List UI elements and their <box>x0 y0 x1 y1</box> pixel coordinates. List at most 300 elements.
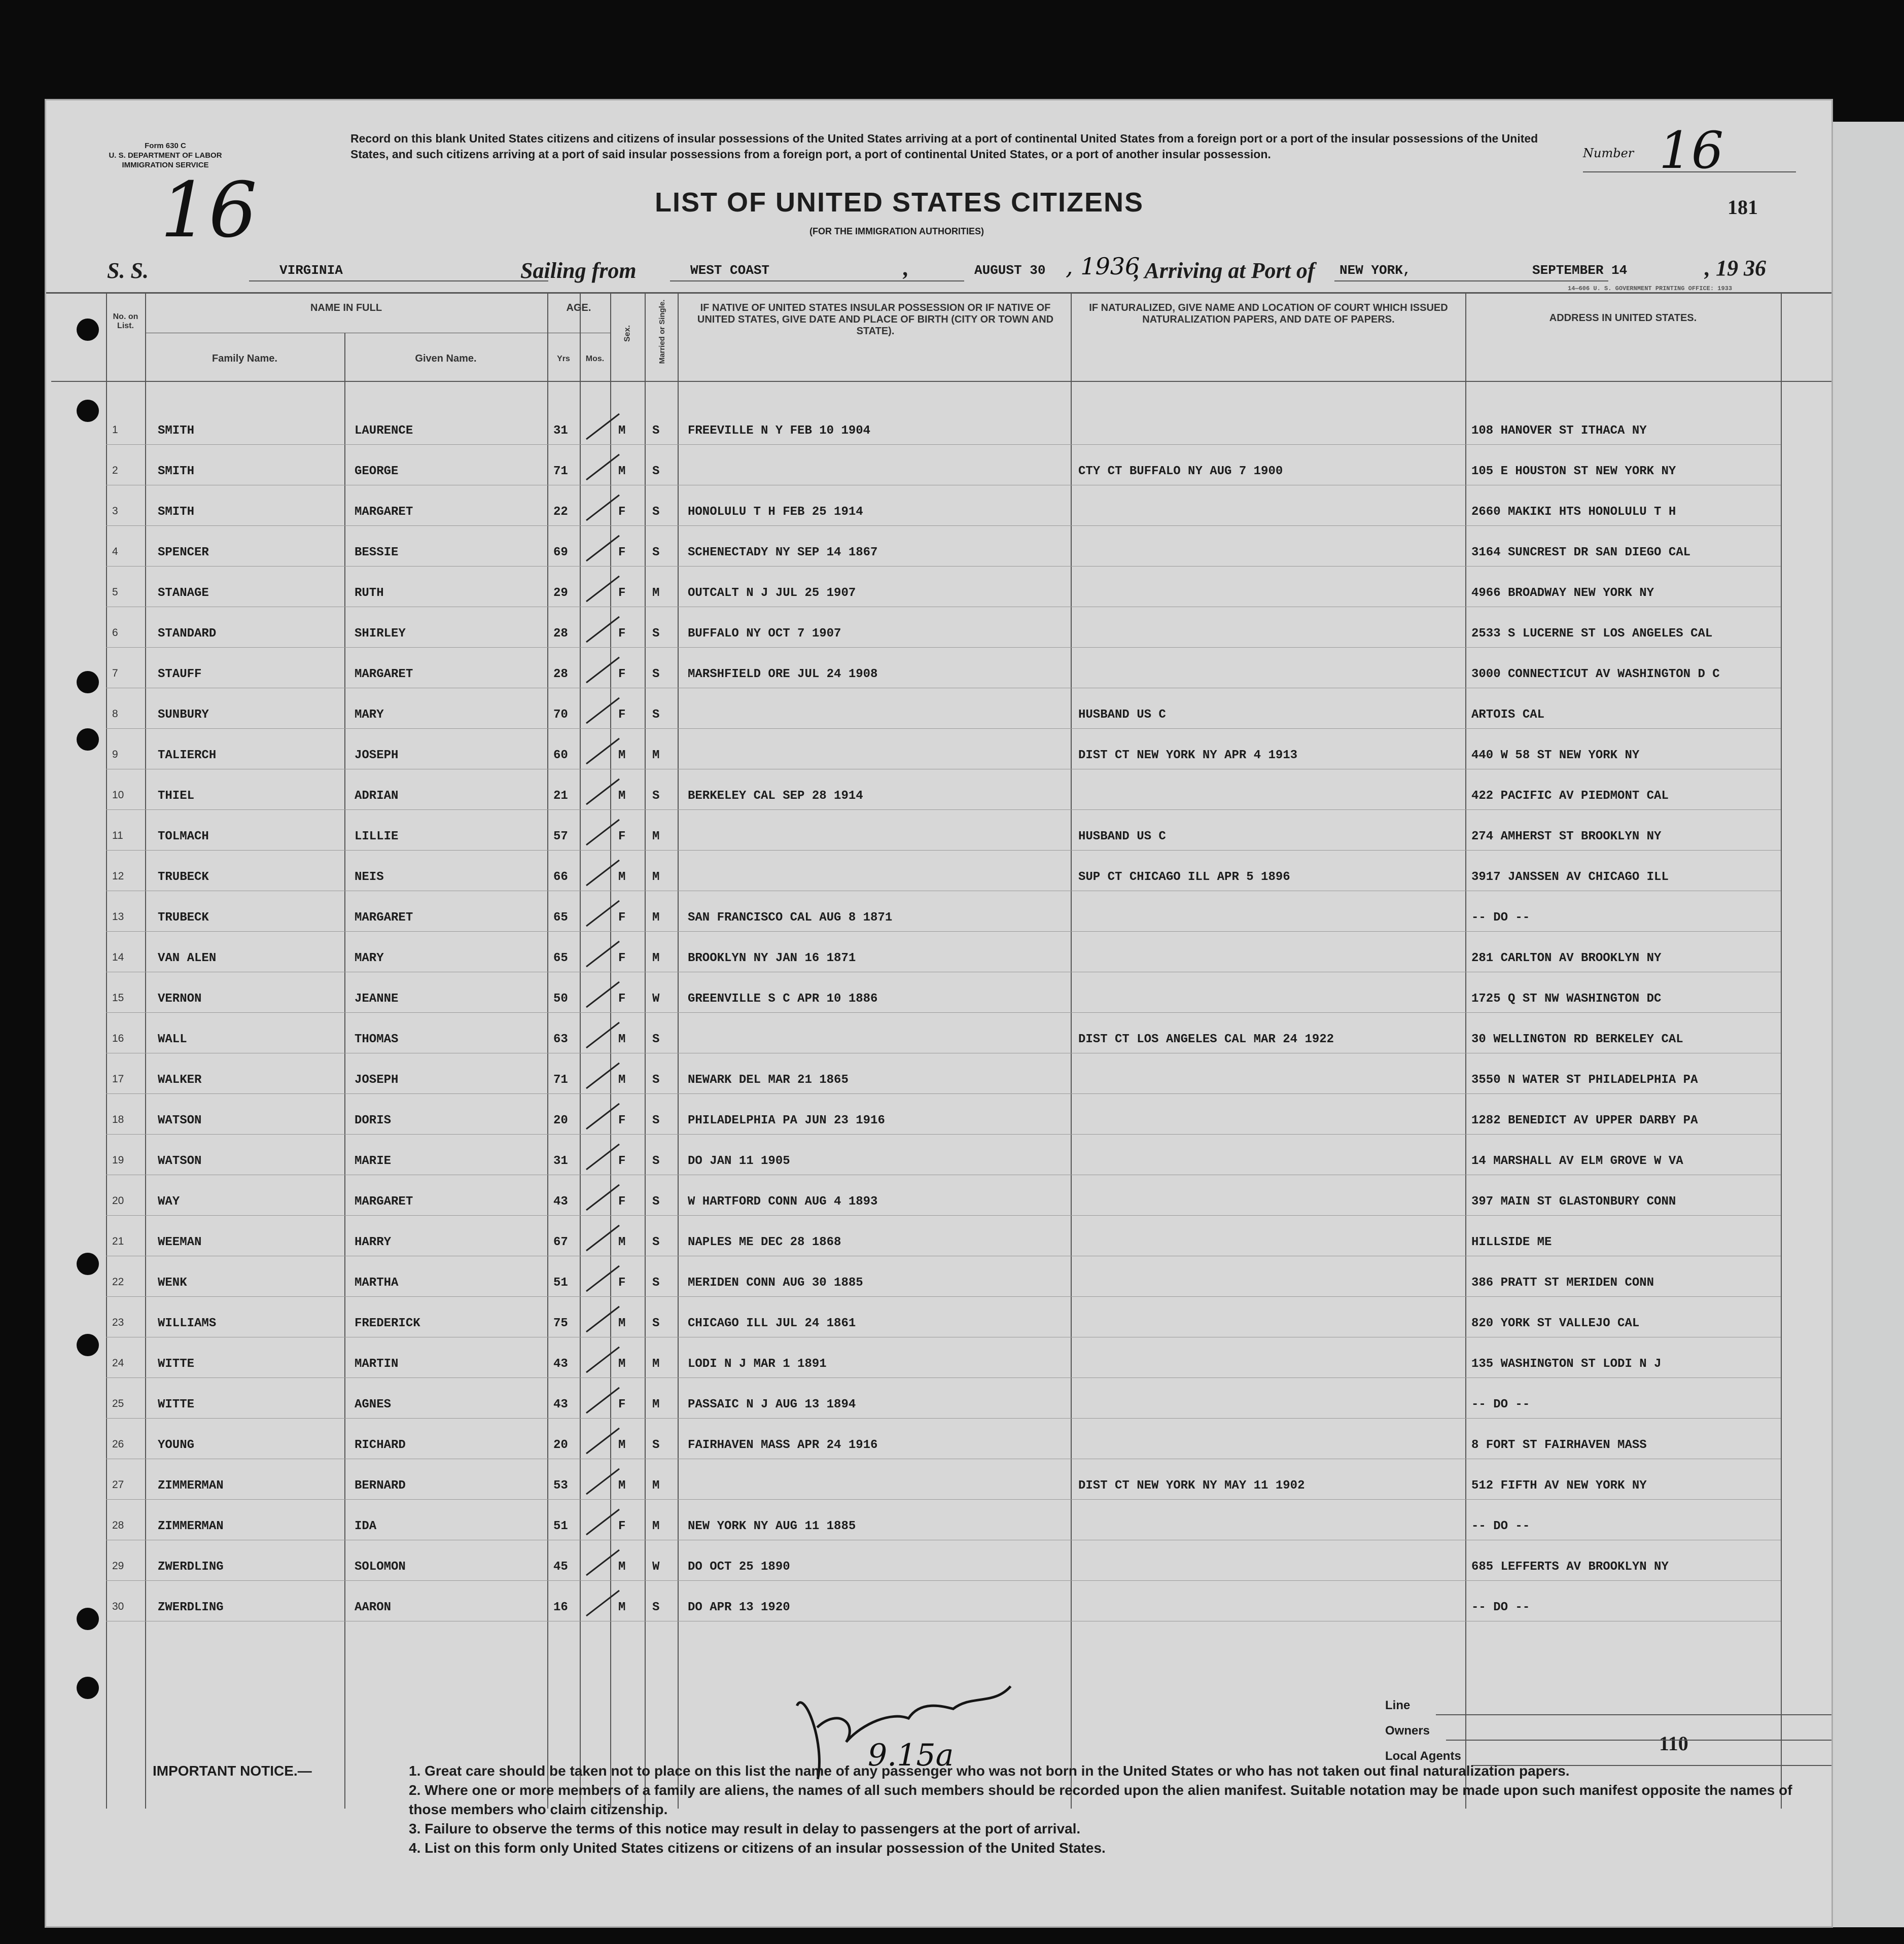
sex-cell: M <box>618 1357 626 1371</box>
birth-cell: MARSHFIELD ORE JUL 24 1908 <box>688 667 878 681</box>
arriving-label: , Arriving at Port of <box>1134 258 1315 283</box>
address-cell: 3917 JANSSEN AV CHICAGO ILL <box>1471 870 1669 884</box>
marital-status-cell: S <box>652 627 660 641</box>
naturalization-cell: DIST CT LOS ANGELES CAL MAR 24 1922 <box>1078 1033 1334 1046</box>
check-mark <box>584 1182 624 1218</box>
given-name-cell: AGNES <box>355 1398 392 1411</box>
sex-cell: F <box>618 1154 626 1168</box>
sex-cell: M <box>618 1601 626 1614</box>
table-row <box>46 1022 1831 1063</box>
address-cell: 108 HANOVER ST ITHACA NY <box>1471 424 1647 438</box>
sex-cell: F <box>618 667 626 681</box>
given-name-cell: ADRIAN <box>355 789 399 803</box>
marital-status-cell: S <box>652 505 660 519</box>
age-cell: 22 <box>553 505 568 519</box>
address-cell: 386 PRATT ST MERIDEN CONN <box>1471 1276 1654 1290</box>
row-number: 16 <box>112 1033 124 1044</box>
table-row <box>46 1428 1831 1468</box>
address-cell: -- DO -- <box>1471 1519 1530 1533</box>
marital-status-cell: S <box>652 1073 660 1087</box>
birth-cell: NAPLES ME DEC 28 1868 <box>688 1235 841 1249</box>
col-header-birth: IF NATIVE OF UNITED STATES INSULAR POSSESSION OR IF NATIVE OF UNITED STATES, GIVE DATE AND PLACE OF BIRTH (CITY OR TOWN AND STATE). <box>697 302 1054 337</box>
row-number: 26 <box>112 1438 124 1450</box>
row-number: 7 <box>112 667 118 679</box>
col-header-naturalized: IF NATURALIZED, GIVE NAME AND LOCATION OF COURT WHICH ISSUED NATURALIZATION PAPERS, AND DATE OF PAPERS. <box>1089 302 1448 325</box>
table-row <box>46 576 1831 616</box>
sailing-underline <box>670 280 964 281</box>
family-name-cell: WALL <box>158 1033 187 1046</box>
birth-cell: HONOLULU T H FEB 25 1914 <box>688 505 863 519</box>
col-header-married: Married or Single. <box>658 299 666 364</box>
row-number: 3 <box>112 505 118 517</box>
passenger-rows <box>46 414 1831 1631</box>
handwritten-list-number: 16 <box>160 166 257 255</box>
notice-2: 2. Where one or more members of a family are aliens, the names of all such members should be recorded upon the alien manifest. Suitable notation may be made upon such manifest opposite the names of those members who claim citizenship. <box>409 1782 1792 1817</box>
family-name-cell: WATSON <box>158 1114 202 1127</box>
marital-status-cell: S <box>652 1154 660 1168</box>
birth-cell: GREENVILLE S C APR 10 1886 <box>688 992 878 1006</box>
sex-cell: F <box>618 1519 626 1533</box>
sex-cell: F <box>618 708 626 722</box>
age-cell: 65 <box>553 951 568 965</box>
row-number: 12 <box>112 870 124 882</box>
address-cell: 281 CARLTON AV BROOKLYN NY <box>1471 951 1662 965</box>
age-cell: 20 <box>553 1438 568 1452</box>
age-cell: 71 <box>553 1073 568 1087</box>
marital-status-cell: S <box>652 424 660 438</box>
given-name-cell: RUTH <box>355 586 384 600</box>
sex-cell: M <box>618 749 626 762</box>
given-name-cell: LILLIE <box>355 830 399 843</box>
important-notice <box>153 1761 1826 1858</box>
sex-cell: M <box>618 465 626 478</box>
age-cell: 28 <box>553 667 568 681</box>
table-row <box>46 1550 1831 1590</box>
col-header-yrs: Yrs <box>557 355 570 363</box>
family-name-cell: STANAGE <box>158 586 209 600</box>
arrival-port: NEW YORK, <box>1339 263 1411 278</box>
marital-status-cell: M <box>652 749 660 762</box>
sex-cell: M <box>618 1235 626 1249</box>
family-name-cell: TOLMACH <box>158 830 209 843</box>
sex-cell: M <box>618 1438 626 1452</box>
family-name-cell: WENK <box>158 1276 187 1290</box>
family-name-cell: TRUBECK <box>158 870 209 884</box>
family-name-cell: WITTE <box>158 1357 195 1371</box>
notice-3: 3. Failure to observe the terms of this notice may result in delay to passengers at the port of arrival. <box>409 1821 1081 1836</box>
col-header-age: AGE. <box>566 302 591 313</box>
table-row <box>46 1144 1831 1184</box>
address-cell: 2533 S LUCERNE ST LOS ANGELES CAL <box>1471 627 1713 641</box>
table-row <box>46 1185 1831 1225</box>
stamped-page-number: 181 <box>1727 196 1758 219</box>
row-number: 4 <box>112 546 118 557</box>
address-cell: -- DO -- <box>1471 911 1530 925</box>
given-name-cell: MARGARET <box>355 505 413 519</box>
birth-cell: PASSAIC N J AUG 13 1894 <box>688 1398 856 1411</box>
table-row <box>46 1590 1831 1631</box>
row-number: 6 <box>112 627 118 639</box>
check-mark <box>584 979 624 1015</box>
address-cell: 512 FIFTH AV NEW YORK NY <box>1471 1479 1647 1493</box>
col-header-number: No. on List. <box>113 312 138 330</box>
family-name-cell: STANDARD <box>158 627 217 641</box>
number-field: Number 16 <box>1583 146 1796 172</box>
family-name-cell: SMITH <box>158 465 195 478</box>
row-number: 19 <box>112 1154 124 1166</box>
form-identifier: Form 630 C U. S. DEPARTMENT OF LABOR IMMIGRATION SERVICE <box>109 142 222 169</box>
sex-cell: F <box>618 1398 626 1411</box>
birth-cell: LODI N J MAR 1 1891 <box>688 1357 827 1371</box>
sex-cell: M <box>618 1073 626 1087</box>
row-number: 8 <box>112 708 118 720</box>
birth-cell: SCHENECTADY NY SEP 14 1867 <box>688 546 878 559</box>
address-cell: -- DO -- <box>1471 1398 1530 1411</box>
age-cell: 16 <box>553 1601 568 1614</box>
family-name-cell: ZIMMERMAN <box>158 1479 224 1493</box>
marital-status-cell: M <box>652 586 660 600</box>
row-number: 25 <box>112 1398 124 1409</box>
age-cell: 71 <box>553 465 568 478</box>
given-name-cell: MARY <box>355 951 384 965</box>
given-name-cell: MARGARET <box>355 1195 413 1209</box>
check-mark <box>584 574 624 609</box>
age-cell: 63 <box>553 1033 568 1046</box>
family-name-cell: STAUFF <box>158 667 202 681</box>
given-name-cell: DORIS <box>355 1114 392 1127</box>
sex-cell: F <box>618 911 626 925</box>
table-row <box>46 657 1831 697</box>
birth-cell: BROOKLYN NY JAN 16 1871 <box>688 951 856 965</box>
birth-cell: PHILADELPHIA PA JUN 23 1916 <box>688 1114 885 1127</box>
table-row <box>46 1266 1831 1306</box>
row-number: 5 <box>112 586 118 598</box>
marital-status-cell: S <box>652 789 660 803</box>
sex-cell: F <box>618 505 626 519</box>
arrival-date: SEPTEMBER 14 <box>1532 263 1628 278</box>
row-number: 20 <box>112 1195 124 1207</box>
age-cell: 43 <box>553 1357 568 1371</box>
table-row <box>46 1469 1831 1509</box>
table-row <box>46 495 1831 535</box>
col-header-sex: Sex. <box>623 325 632 342</box>
row-number: 18 <box>112 1114 124 1125</box>
row-number: 10 <box>112 789 124 801</box>
ship-name: VIRGINIA <box>279 263 343 278</box>
family-name-cell: SMITH <box>158 424 195 438</box>
birth-cell: SAN FRANCISCO CAL AUG 8 1871 <box>688 911 893 925</box>
naturalization-cell: DIST CT NEW YORK NY APR 4 1913 <box>1078 749 1298 762</box>
given-name-cell: AARON <box>355 1601 392 1614</box>
naturalization-cell: HUSBAND US C <box>1078 708 1166 722</box>
col-header-family: Family Name. <box>212 353 277 364</box>
given-name-cell: THOMAS <box>355 1033 399 1046</box>
handwritten-time: 9.15a <box>868 1738 954 1773</box>
row-number: 29 <box>112 1560 124 1572</box>
marital-status-cell: S <box>652 708 660 722</box>
check-mark <box>584 898 624 934</box>
sex-cell: M <box>618 1317 626 1330</box>
age-cell: 67 <box>553 1235 568 1249</box>
address-cell: 685 LEFFERTS AV BROOKLYN NY <box>1471 1560 1669 1574</box>
address-cell: 397 MAIN ST GLASTONBURY CONN <box>1471 1195 1676 1209</box>
family-name-cell: ZWERDLING <box>158 1601 224 1614</box>
address-cell: 422 PACIFIC AV PIEDMONT CAL <box>1471 789 1669 803</box>
given-name-cell: MARY <box>355 708 384 722</box>
table-row <box>46 1063 1831 1103</box>
table-row <box>46 982 1831 1022</box>
check-mark <box>584 939 624 974</box>
family-name-cell: SUNBURY <box>158 708 209 722</box>
sex-cell: M <box>618 1560 626 1574</box>
sex-cell: M <box>618 870 626 884</box>
check-mark <box>584 776 624 812</box>
check-mark <box>584 1466 624 1502</box>
address-cell: -- DO -- <box>1471 1601 1530 1614</box>
total-count: 110 <box>1659 1732 1688 1755</box>
birth-cell: NEW YORK NY AUG 11 1885 <box>688 1519 856 1533</box>
naturalization-cell: CTY CT BUFFALO NY AUG 7 1900 <box>1078 465 1283 478</box>
check-mark <box>584 1547 624 1583</box>
marital-status-cell: S <box>652 1601 660 1614</box>
table-row <box>46 901 1831 941</box>
check-mark <box>584 1223 624 1258</box>
sex-cell: F <box>618 546 626 559</box>
marital-status-cell: S <box>652 1114 660 1127</box>
address-cell: 135 WASHINGTON ST LODI N J <box>1471 1357 1662 1371</box>
check-mark <box>584 1263 624 1299</box>
row-number: 13 <box>112 911 124 923</box>
row-number: 9 <box>112 749 118 760</box>
sex-cell: F <box>618 830 626 843</box>
check-mark <box>584 614 624 650</box>
family-name-cell: SMITH <box>158 505 195 519</box>
row-number: 2 <box>112 465 118 476</box>
given-name-cell: HARRY <box>355 1235 392 1249</box>
address-cell: 14 MARSHALL AV ELM GROVE W VA <box>1471 1154 1683 1168</box>
page-title: LIST OF UNITED STATES CITIZENS <box>655 187 1144 218</box>
age-cell: 69 <box>553 546 568 559</box>
marital-status-cell: S <box>652 1276 660 1290</box>
address-cell: 1725 Q ST NW WASHINGTON DC <box>1471 992 1662 1006</box>
page-subtitle: (FOR THE IMMIGRATION AUTHORITIES) <box>809 226 984 236</box>
passenger-table <box>46 285 1831 1809</box>
address-cell: 3550 N WATER ST PHILADELPHIA PA <box>1471 1073 1698 1087</box>
check-mark <box>584 492 624 528</box>
check-mark <box>584 533 624 569</box>
notice-4: 4. List on this form only United States citizens or citizens of an insular possession of the United States. <box>409 1840 1106 1856</box>
table-row <box>46 617 1831 657</box>
marital-status-cell: S <box>652 1438 660 1452</box>
table-row <box>46 536 1831 576</box>
sex-cell: F <box>618 992 626 1006</box>
family-name-cell: WATSON <box>158 1154 202 1168</box>
birth-cell: DO OCT 25 1890 <box>688 1560 790 1574</box>
check-mark <box>584 1061 624 1096</box>
birth-cell: BUFFALO NY OCT 7 1907 <box>688 627 841 641</box>
row-number: 17 <box>112 1073 124 1085</box>
sex-cell: F <box>618 586 626 600</box>
marital-status-cell: S <box>652 1235 660 1249</box>
table-row <box>46 698 1831 738</box>
local-agents-label: Local Agents <box>1385 1749 1461 1763</box>
family-name-cell: WALKER <box>158 1073 202 1087</box>
row-number: 27 <box>112 1479 124 1491</box>
line-underline <box>1436 1714 1831 1715</box>
col-header-name: NAME IN FULL <box>310 302 382 313</box>
address-cell: 820 YORK ST VALLEJO CAL <box>1471 1317 1640 1330</box>
address-cell: 105 E HOUSTON ST NEW YORK NY <box>1471 465 1676 478</box>
family-name-cell: WEEMAN <box>158 1235 202 1249</box>
table-row <box>46 941 1831 981</box>
given-name-cell: GEORGE <box>355 465 399 478</box>
check-mark <box>584 1142 624 1177</box>
sex-cell: F <box>618 1195 626 1209</box>
given-name-cell: MARIE <box>355 1154 392 1168</box>
age-cell: 43 <box>553 1398 568 1411</box>
naturalization-cell: DIST CT NEW YORK NY MAY 11 1902 <box>1078 1479 1305 1493</box>
table-row <box>46 414 1831 454</box>
table-row <box>46 1388 1831 1428</box>
marital-status-cell: W <box>652 1560 660 1574</box>
naturalization-cell: HUSBAND US C <box>1078 830 1166 843</box>
family-name-cell: TRUBECK <box>158 911 209 925</box>
check-mark <box>584 1426 624 1461</box>
age-cell: 50 <box>553 992 568 1006</box>
comma: , <box>903 256 909 280</box>
row-number: 24 <box>112 1357 124 1369</box>
address-cell: 274 AMHERST ST BROOKLYN NY <box>1471 830 1662 843</box>
family-name-cell: THIEL <box>158 789 195 803</box>
birth-cell: DO APR 13 1920 <box>688 1601 790 1614</box>
given-name-cell: MARTHA <box>355 1276 399 1290</box>
ss-label: S. S. <box>107 258 149 283</box>
sail-year: , 1936 <box>1066 253 1140 280</box>
marital-status-cell: S <box>652 1195 660 1209</box>
sex-cell: F <box>618 1276 626 1290</box>
marital-status-cell: S <box>652 667 660 681</box>
naturalization-cell: SUP CT CHICAGO ILL APR 5 1896 <box>1078 870 1290 884</box>
table-row <box>46 1306 1831 1347</box>
row-number: 21 <box>112 1235 124 1247</box>
age-cell: 45 <box>553 1560 568 1574</box>
check-mark <box>584 1020 624 1055</box>
row-number: 14 <box>112 951 124 963</box>
row-number: 11 <box>112 830 123 841</box>
sex-cell: F <box>618 1114 626 1127</box>
sex-cell: M <box>618 424 626 438</box>
address-cell: 3000 CONNECTICUT AV WASHINGTON D C <box>1471 667 1720 681</box>
birth-cell: CHICAGO ILL JUL 24 1861 <box>688 1317 856 1330</box>
family-name-cell: ZWERDLING <box>158 1560 224 1574</box>
check-mark <box>584 817 624 853</box>
birth-cell: OUTCALT N J JUL 25 1907 <box>688 586 856 600</box>
table-row <box>46 454 1831 494</box>
marital-status-cell: M <box>652 1519 660 1533</box>
given-name-cell: NEIS <box>355 870 384 884</box>
table-row <box>46 1225 1831 1265</box>
check-mark <box>584 1588 624 1623</box>
marital-status-cell: S <box>652 465 660 478</box>
table-row <box>46 820 1831 860</box>
marital-status-cell: M <box>652 951 660 965</box>
check-mark <box>584 1304 624 1339</box>
owners-label: Owners <box>1385 1724 1430 1738</box>
marital-status-cell: M <box>652 911 660 925</box>
table-row <box>46 860 1831 900</box>
check-mark <box>584 1385 624 1421</box>
check-mark <box>584 655 624 690</box>
address-cell: 1282 BENEDICT AV UPPER DARBY PA <box>1471 1114 1698 1127</box>
check-mark <box>584 452 624 487</box>
age-cell: 20 <box>553 1114 568 1127</box>
sex-cell: M <box>618 789 626 803</box>
marital-status-cell: M <box>652 1479 660 1493</box>
given-name-cell: MARGARET <box>355 911 413 925</box>
family-name-cell: WILLIAMS <box>158 1317 217 1330</box>
given-name-cell: FREDERICK <box>355 1317 420 1330</box>
age-cell: 70 <box>553 708 568 722</box>
table-row <box>46 738 1831 779</box>
given-name-cell: IDA <box>355 1519 377 1533</box>
age-cell: 29 <box>553 586 568 600</box>
row-number: 22 <box>112 1276 124 1288</box>
age-cell: 75 <box>553 1317 568 1330</box>
age-cell: 31 <box>553 424 568 438</box>
given-name-cell: LAURENCE <box>355 424 413 438</box>
row-number: 30 <box>112 1601 124 1612</box>
age-cell: 31 <box>553 1154 568 1168</box>
port-underline <box>1334 280 1608 281</box>
given-name-cell: JEANNE <box>355 992 399 1006</box>
family-name-cell: VERNON <box>158 992 202 1006</box>
check-mark <box>584 695 624 731</box>
sailing-from-value: WEST COAST <box>690 263 770 278</box>
address-cell: 440 W 58 ST NEW YORK NY <box>1471 749 1640 762</box>
sex-cell: F <box>618 627 626 641</box>
check-mark <box>584 1507 624 1542</box>
address-cell: ARTOIS CAL <box>1471 708 1545 722</box>
birth-cell: BERKELEY CAL SEP 28 1914 <box>688 789 863 803</box>
table-row <box>46 1104 1831 1144</box>
family-name-cell: ZIMMERMAN <box>158 1519 224 1533</box>
col-header-address: ADDRESS IN UNITED STATES. <box>1549 312 1697 324</box>
age-cell: 43 <box>553 1195 568 1209</box>
table-row <box>46 1347 1831 1387</box>
age-cell: 65 <box>553 911 568 925</box>
manifest-page <box>45 99 1833 1928</box>
family-name-cell: TALIERCH <box>158 749 217 762</box>
address-cell: 30 WELLINGTON RD BERKELEY CAL <box>1471 1033 1683 1046</box>
notice-1: 1. Great care should be taken not to place on this list the name of any passenger who was not born in the United States or who has not taken out final naturalization papers. <box>409 1763 1570 1779</box>
family-name-cell: YOUNG <box>158 1438 195 1452</box>
given-name-cell: MARTIN <box>355 1357 399 1371</box>
check-mark <box>584 1345 624 1380</box>
table-row <box>46 1509 1831 1549</box>
owners-underline <box>1446 1740 1831 1741</box>
table-row <box>46 779 1831 819</box>
given-name-cell: SOLOMON <box>355 1560 406 1574</box>
row-number: 28 <box>112 1519 124 1531</box>
ship-underline <box>249 280 548 281</box>
address-cell: HILLSIDE ME <box>1471 1235 1552 1249</box>
family-name-cell: VAN ALEN <box>158 951 217 965</box>
printing-office-note: 14—606 U. S. GOVERNMENT PRINTING OFFICE: 1933 <box>1568 285 1733 292</box>
check-mark <box>584 858 624 893</box>
form-instructions: Record on this blank United States citizens and citizens of insular possessions of the United States arriving at a port of continental United States from a foreign port or a port of the insular possessions of the United States, and such citizens arriving at a port of said insular possessions from a foreign port, a port of continental United States, or a port of another insular possession. <box>350 132 1538 161</box>
row-number: 1 <box>112 424 118 436</box>
sex-cell: M <box>618 1479 626 1493</box>
